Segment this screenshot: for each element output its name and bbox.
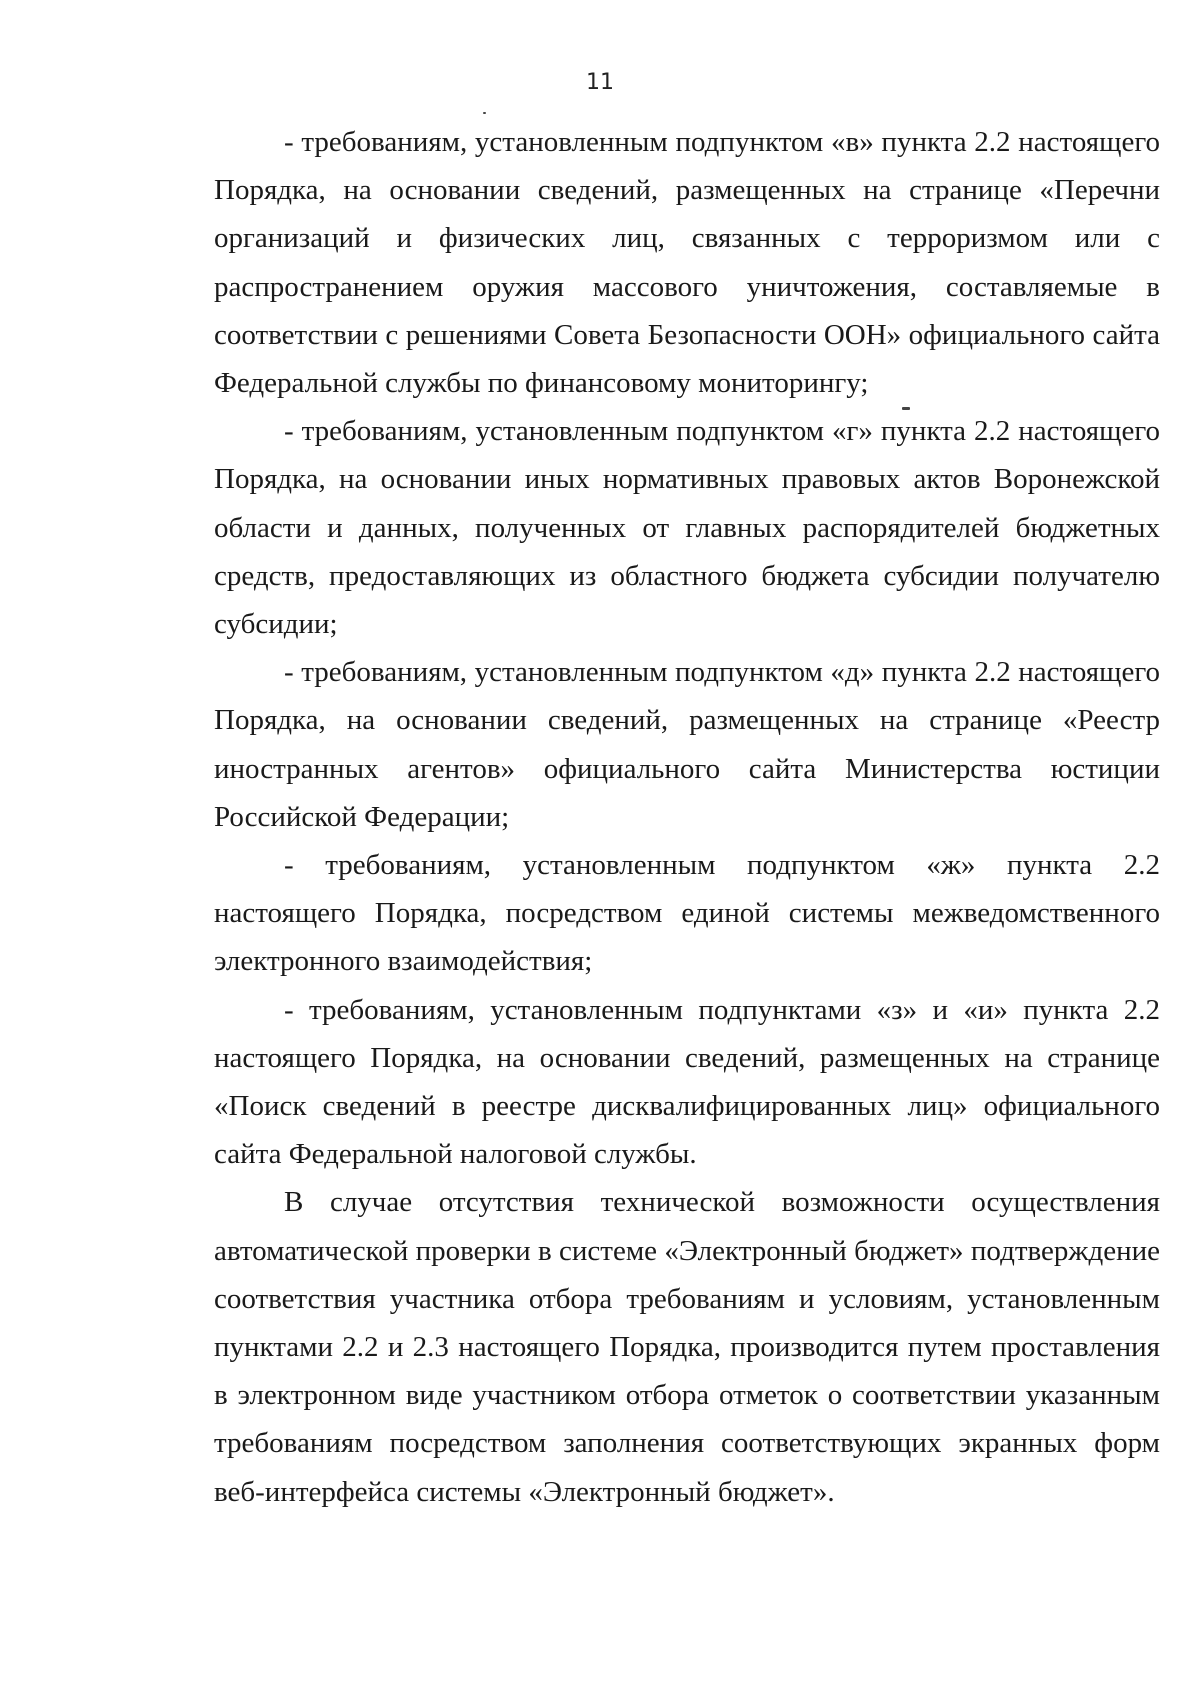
paragraph: В случае отсутствия технической возможности осуществления автоматической проверки в системе «Электронный бюджет» подтверждение соответствия участника отбора требованиям и условиям, установленным пунктами 2.2 и 2.3 настоящего Порядка, производится путем проставления в электронном виде участником отбора отметок о соответствии указанным требованиям посредством заполнения соответствующих экранных форм веб-интерфейса системы «Электронный бюджет». [214,1186,1160,1508]
paragraph: - требованиям, установленным подпунктом «ж» пункта 2.2 настоящего Порядка, посредством единой системы межведомственного электронного взаимодействия; [214,849,1160,978]
paragraph: - требованиям, установленным подпунктом «в» пункта 2.2 настоящего Порядка, на основании сведений, размещенных на странице «Перечни организаций и физических лиц, связанных с терроризмом или с распространением оружия массового уничтожения, составляемые в соответствии с решениями Совета Безопасности ООН» официального сайта Федеральной службы по финансовому мониторингу; [214,126,1160,400]
document-body [214,118,1160,1516]
paragraph: - требованиям, установленным подпунктами «з» и «и» пункта 2.2 настоящего Порядка, на основании сведений, размещенных на странице «Поиск сведений в реестре дисквалифицированных лиц» официального сайта Федеральной налоговой службы. [214,993,1160,1171]
scan-speck [483,112,486,114]
paragraph: - требованиям, установленным подпунктом «г» пункта 2.2 настоящего Порядка, на основании иных нормативных правовых актов Воронежской области и данных, полученных от главных распорядителей бюджетных средств, предоставляющих из областного бюджета субсидии получателю субсидии; [214,415,1160,641]
page-number: 11 [586,70,614,95]
paragraph: - требованиям, установленным подпунктом «д» пункта 2.2 настоящего Порядка, на основании сведений, размещенных на странице «Реестр иностранных агентов» официального сайта Министерства юстиции Российской Федерации; [214,656,1160,833]
